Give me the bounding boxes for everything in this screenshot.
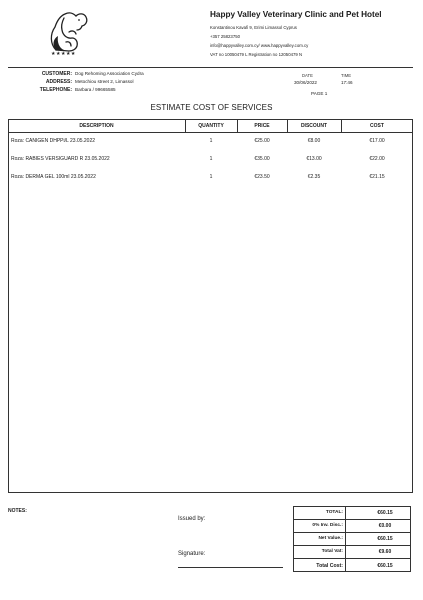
address-label: ADDRESS:	[45, 79, 72, 85]
document-title: ESTIMATE COST OF SERVICES	[150, 103, 273, 112]
row-description: Roza: CANIGEN DHPPi/L 23.05.2022	[11, 138, 96, 144]
page-number: PAGE 1	[311, 91, 328, 96]
total-vat-value: €9.60	[378, 549, 392, 555]
discount-label: 0% Inv. Disc.:	[312, 523, 343, 528]
total-cost-label: Total Cost:	[316, 563, 343, 569]
clinic-phone: +357 25823750	[210, 34, 240, 39]
row-price: €23.50	[254, 174, 270, 180]
rating-stars: ★★★★★	[51, 51, 76, 57]
row-cost: €17.00	[369, 138, 385, 144]
customer-label: CUSTOMER:	[41, 71, 72, 77]
row-discount: €8.00	[307, 138, 321, 144]
date-label: DATE	[302, 73, 313, 78]
header-quantity: QUANTITY	[198, 123, 224, 129]
row-description: Roza: RABIES VERSIGUARD R 23.05.2022	[11, 156, 110, 162]
net-value-value: €60.15	[377, 536, 393, 542]
header-discount: DISCOUNT	[300, 123, 328, 129]
time-value: 17:46	[341, 80, 353, 85]
row-cost: €21.15	[369, 174, 385, 180]
row-quantity: 1	[209, 174, 213, 180]
dog-cat-logo-icon	[42, 8, 92, 54]
net-value-label: Net Value.:	[318, 536, 343, 541]
signature-line	[178, 567, 283, 568]
total-label: TOTAL:	[325, 510, 343, 515]
customer-value: Dog Rehoming Association Cydra	[75, 71, 144, 76]
clinic-address: Konstantinou Kavafi 9, Erimi Limassol Cyprus	[210, 25, 297, 30]
total-vat-label: Total Vat:	[321, 549, 343, 554]
header-divider	[8, 67, 413, 68]
header-price: PRICE	[254, 123, 270, 129]
header-cost: COST	[370, 123, 384, 129]
clinic-web: info@happyvalley.com.cy/ www.happyvalley.com.cy	[210, 43, 309, 48]
row-quantity: 1	[209, 156, 213, 162]
date-value: 30/06/2022	[294, 80, 317, 85]
row-description: Roza: DERMA GEL 100ml 23.05.2022	[11, 174, 96, 180]
row-cost: €22.00	[369, 156, 385, 162]
row-price: €35.00	[254, 156, 270, 162]
clinic-name: Happy Valley Veterinary Clinic and Pet Hotel	[210, 10, 382, 19]
total-cost-value: €60.15	[377, 563, 393, 569]
row-price: €25.00	[254, 138, 270, 144]
issued-by-label: Issued by:	[178, 516, 206, 522]
total-value: €60.15	[377, 510, 393, 516]
clinic-vat: VAT no 10050479 L Registration no 12050479 N	[210, 52, 303, 57]
row-discount: €13.00	[306, 156, 322, 162]
discount-value: €0.00	[378, 523, 392, 529]
address-value: Metochiou street 2, Limassol	[75, 79, 134, 84]
notes-label: NOTES:	[8, 508, 27, 514]
row-discount: €2.35	[307, 174, 321, 180]
row-quantity: 1	[209, 138, 213, 144]
telephone-label: TELEPHONE:	[39, 87, 72, 93]
telephone-value: Barbara / 99665585	[75, 87, 116, 92]
signature-label: Signature:	[178, 551, 206, 557]
header-description: DESCRIPTION	[79, 123, 114, 129]
time-label: TIME	[341, 73, 352, 78]
